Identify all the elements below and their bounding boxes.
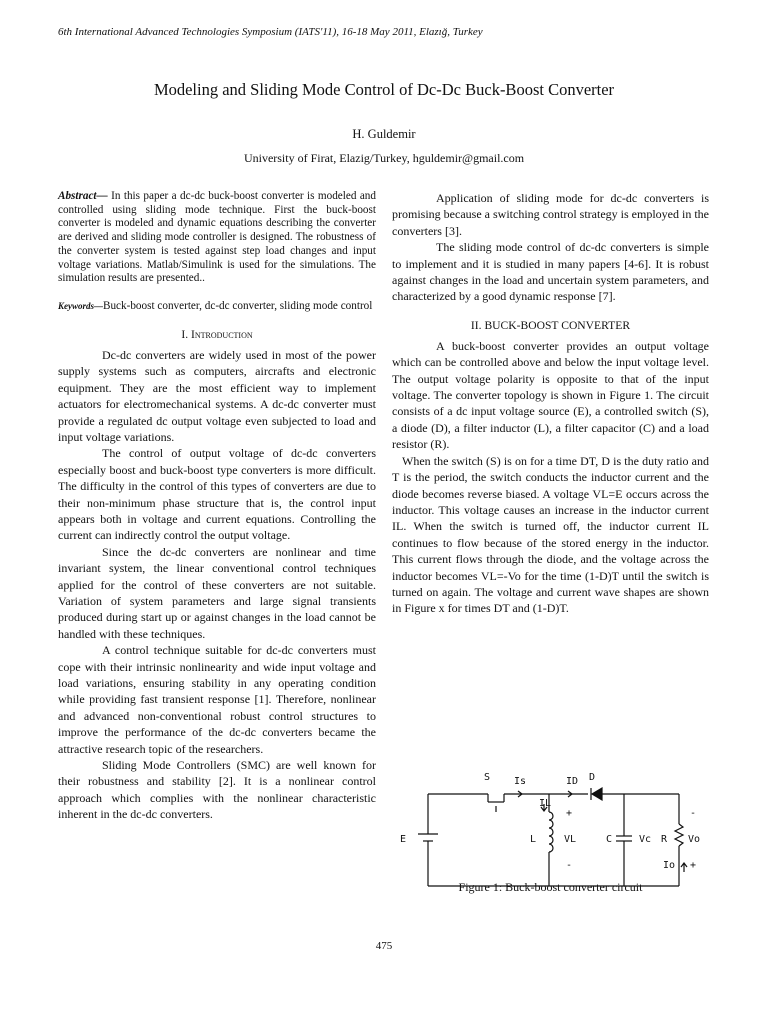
paragraph: Since the dc-dc converters are nonlinear and time invariant system, the linear conventional control techniques applied for the control of these converters are not suitable. Variation of system parameters and large signal transients produced during start up or against changes in the load cannot be handled with these techniques. [58,544,376,641]
paragraph: A buck-boost converter provides an output voltage which can be controlled above and below the input voltage level. The output voltage polarity is opposite to that of the input voltage. The converter topology is shown in Figure 1. The circuit consists of a dc input voltage source (E), a controlled switch (S), a diode (D), a filter inductor (L), a filter capacitor (C) and a load resistor (R). [392,338,709,452]
label-switch-s: S [484,772,491,783]
keywords-text: Buck-boost converter, dc-dc converter, sliding mode control [103,299,373,312]
label-voltage-vc: Vc [639,834,652,845]
label-current-is: Is [514,776,527,787]
keywords-label: Keywords— [58,300,103,311]
section-title: Introduction [191,327,253,341]
section-number: II. [470,318,482,332]
buck-boost-circuit-diagram [396,768,726,896]
label-minus-output: - [690,808,697,819]
section-title: BUCK-BOOST CONVERTER [484,318,631,332]
right-column [392,190,709,617]
label-resistor-r: R [661,834,668,845]
author-affiliation: University of Firat, Elazig/Turkey, hguldemir@gmail.com [243,151,525,165]
abstract-label: Abstract— [58,190,108,202]
label-inductor-l: L [530,834,537,845]
page-number: 475 [375,940,393,952]
paper-title: Modeling and Sliding Mode Control of Dc-Dc Buck-Boost Converter [153,80,615,99]
left-column [58,190,376,823]
section-heading-buck-boost [392,319,709,332]
abstract-text: In this paper a dc-dc buck-boost converter is modeled and controlled using sliding mode technique. First the buck-boost converter is modeled and dynamic equations describing the converter are derived and sliding mode controller is designed. The robustness of the converter system is tested against step load changes and input voltage variations. Matlab/Simulink is used for the simulations. The simulation results are presented.. [58,190,376,285]
label-current-io: Io [663,860,676,871]
label-voltage-vl: VL [564,834,577,845]
section-heading-introduction [58,328,376,341]
paragraph: Application of sliding mode for dc-dc converters is promising because a switching control strategy is employed in the converters [3]. [392,191,709,238]
keywords [58,298,376,314]
introduction-body [58,347,376,823]
label-voltage-vo: Vo [688,834,701,845]
paragraph: The sliding mode control of dc-dc converters is simple to implement and it is studied in many papers [4-6]. It is robust against changes in the load and uncertain system parameters, and characterized by a good dynamic response [7]. [392,240,709,304]
label-source-e: E [400,834,407,845]
paragraph: A control technique suitable for dc-dc converters must cope with their intrinsic nonlinearity and wide input voltage and load variations, ensuring stability in any operating condition while providing fast transient response [1]. Therefore, nonlinear and advanced non-conventional robust control structures to improve the performance of the dc-dc converters became the attractive research topic of the researchers. [58,643,376,756]
label-minus-inductor: - [566,860,573,871]
label-plus-inductor: + [566,808,573,819]
paragraph: Sliding Mode Controllers (SMC) are well known for their robustness and stability [2]. It is a nonlinear control approach which complies with the nonlinear characteristic inherent in the dc-dc converters. [58,758,376,822]
abstract [58,190,376,286]
paragraph: Dc-dc converters are widely used in most of the power supply systems such as computers, aircrafts and electronic equipment. They are the most efficient way to implement actuators for electromechanical systems. A dc-dc converter must provide a regulated dc output voltage even subjected to load and input voltage variations. [58,347,376,444]
label-current-id: ID [566,776,579,787]
author-name: H. Guldemir [352,127,416,141]
paragraph: When the switch (S) is on for a time DT, D is the duty ratio and T is the period, the switch conducts the inductor current and the diode becomes reverse biased. A voltage VL=E occurs across the inductor. This voltage causes an increase in the inductor current IL. When the switch is turned off, the inductor current IL continues to flow because of the stored energy in the inductor. This current flows through the diode, and the voltage across the inductor becomes VL=-Vo for the time (1-D)T until the switch is turned on again. The voltage and current wave shapes are shown in Figure x for times DT and (1-D)T. [392,453,709,616]
section-number: I. [181,327,189,341]
label-plus-output: + [690,860,697,871]
label-diode-d: D [589,772,596,783]
paragraph: The control of output voltage of dc-dc converters especially boost and buck-boost type converters is more difficult. The difficulty in the control of this types of converters are due to their non-minimum phase structure that is, the control input appears both in voltage and current equations. Controlling the current can indirectly control the output voltage. [58,446,376,543]
conference-header: 6th International Advanced Technologies Symposium (IATS'11), 16-18 May 2011, Elazığ, Turkey [58,26,483,38]
label-current-il: IL [539,798,552,809]
label-capacitor-c: C [606,834,613,845]
figure-caption: Figure 1: Buck-boost converter circuit [458,880,643,894]
